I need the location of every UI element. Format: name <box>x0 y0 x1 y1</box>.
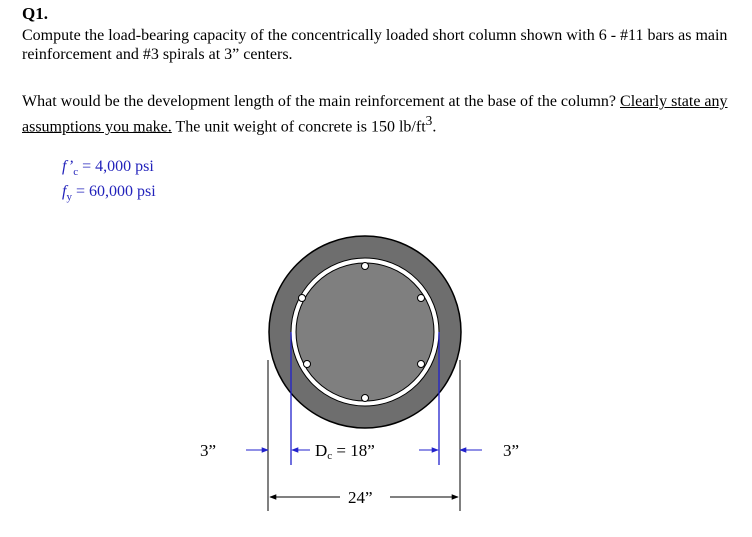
period: . <box>432 118 437 136</box>
unit-exponent: 3 <box>425 113 433 128</box>
rebar <box>299 295 306 302</box>
cover-label-right: 3” <box>503 441 520 460</box>
rebar <box>304 361 311 368</box>
assumptions-note: Clearly state any assumptions you make. <box>22 93 728 136</box>
outer-diameter-label: 24” <box>348 488 373 507</box>
question-paragraph-1: Compute the load-bearing capacity of the concentrically loaded short column shown with 6 - #11 bars as main reinforcement and #3 spirals at 3” centers. <box>22 27 728 63</box>
concrete-core <box>296 263 434 401</box>
fc-line: $f’_c = 4,000$ psi <box>62 158 154 179</box>
rebar <box>418 361 425 368</box>
question-paragraph-2-text: What would be the development length of the main reinforcement at the base of the column? <box>22 93 621 110</box>
fy-line: $f_y = 60,000$ psi <box>62 183 156 204</box>
question-number: Q1. <box>22 4 48 23</box>
unit-weight-text: The unit weight of concrete is 150 lb/ft <box>171 118 426 136</box>
rebar <box>418 295 425 302</box>
cover-label-left: 3” <box>200 441 217 460</box>
rebar <box>362 395 369 402</box>
core-diameter-label: Dc = 18” <box>315 441 375 462</box>
rebar <box>362 263 369 270</box>
